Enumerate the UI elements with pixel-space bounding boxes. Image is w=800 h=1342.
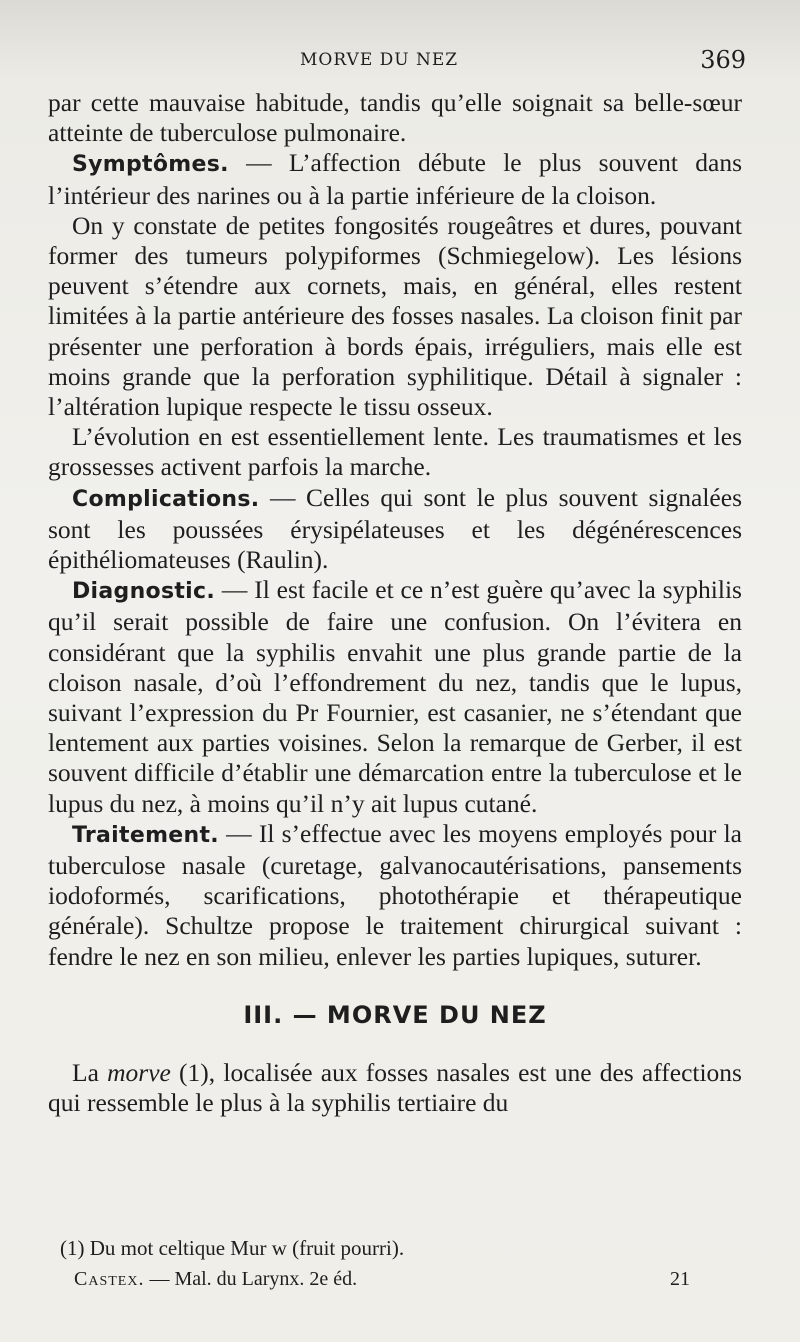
running-title: MORVE DU NEZ: [300, 50, 459, 70]
lead-symptomes: Symptômes.: [72, 152, 229, 178]
page-number: 369: [700, 46, 746, 74]
lead-diagnostic: Diagnostic.: [72, 579, 216, 605]
section-heading: III. — MORVE DU NEZ: [243, 1000, 547, 1029]
paragraph-complications: Complications. — Celles qui sont le plus souvent signalées sont les poussées érysipélateuses et les dégénérescences épithéliomateuses (Raulin).: [48, 482, 742, 575]
paragraph-morve-intro: La morve (1), localisée aux fosses nasales est une des affections qui ressemble le plus à la syphilis tertiaire du: [48, 1058, 742, 1118]
running-head: [0, 46, 800, 76]
paragraph-evolution: L’évolution en est essentiellement lente. Les traumatismes et les grossesses activent parfois la marche.: [48, 422, 742, 482]
term-morve: morve: [107, 1058, 171, 1088]
body-text: [48, 88, 742, 1119]
footnote: (1) Du mot celtique Mur w (fruit pourri).: [60, 1236, 405, 1260]
paragraph-fongosites: On y constate de petites fongosités rougeâtres et dures, pouvant former des tumeurs polypiformes (Schmiegelow). Les lésions peuvent s’étendre aux cornets, mais, en général, elles restent limitées à la partie antérieure des fosses nasales. La cloison finit par présenter une perforation à bords épais, irréguliers, mais elle est moins grande que la perforation syphilitique. Détail à signaler : l’altération lupique respecte le tissu osseux.: [48, 210, 742, 422]
paragraph-traitement: Traitement. — Il s’effectue avec les moyens employés pour la tuberculose nasale (curetage, galvanocautérisations, pansements iodoformés, scarifications, photothérapie et thérapeutique générale). Schultze propose le traitement chirurgical suivant : fendre le nez en son milieu, enlever les parties lupiques, suturer.: [48, 818, 742, 971]
paragraph-continuation: par cette mauvaise habitude, tandis qu’elle soignait sa belle-sœur atteinte de tuberculose pulmonaire.: [48, 88, 742, 148]
signature-line: [74, 1268, 690, 1291]
sheet-number: 21: [670, 1268, 690, 1290]
paragraph-diagnostic: Diagnostic. — Il est facile et ce n’est guère qu’avec la syphilis qu’il serait possible de faire une confusion. On l’évitera en considérant que la syphilis envahit une plus grande partie de la cloison nasale, d’où l’effondrement du nez, tandis que le lupus, suivant l’expression du Pr Fournier, est casanier, ne s’étendant que lentement aux parties voisines. Selon la remarque de Gerber, il est souvent difficile d’établir une démarcation entre la tuberculose et le lupus du nez, à moins qu’il n’y ait lupus cutané.: [48, 575, 742, 818]
paragraph-symptomes: Symptômes. — L’affection débute le plus souvent dans l’intérieur des narines ou à la partie inférieure de la cloison.: [48, 148, 742, 210]
lead-traitement: Traitement.: [72, 822, 219, 848]
book-title: — Mal. du Larynx. 2e éd.: [149, 1268, 358, 1290]
author-name: Castex.: [74, 1268, 145, 1290]
lead-complications: Complications.: [72, 486, 260, 512]
